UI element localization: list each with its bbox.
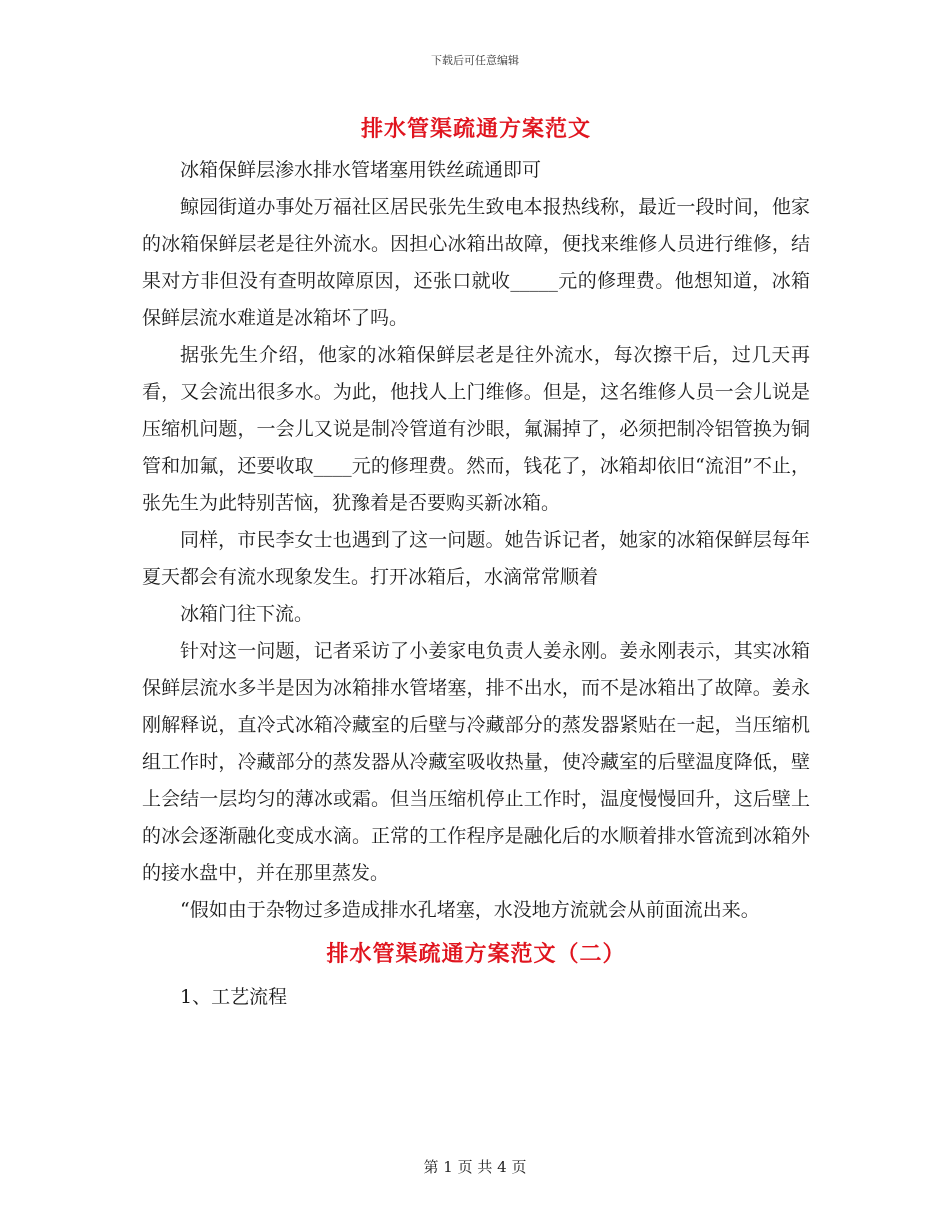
paragraph: 冰箱保鲜层渗水排水管堵塞用铁丝疏通即可 [180, 159, 542, 181]
document-body [142, 110, 810, 1016]
document-title: 排水管渠疏通方案范文 [360, 116, 591, 142]
paragraph: 鲸园街道办事处万福社区居民张先生致电本报热线称，最近一段时间，他家的冰箱保鲜层老是往外流水。因担心冰箱出故障，便找来维修人员进行维修，结果对方非但没有查明故障原因，还张口就收_____元的修理费。他想知道，冰箱保鲜层流水难道是冰箱坏了吗。 [142, 196, 810, 329]
page-number: 第 1 页 共 4 页 [423, 1158, 527, 1176]
paragraph: 据张先生介绍，他家的冰箱保鲜层老是往外流水，每次擦干后，过几天再看，又会流出很多水。为此，他找人上门维修。但是，这名维修人员一会儿说是压缩机问题，一会儿又说是制冷管道有沙眼，氟漏掉了，必须把制冷铝管换为铜管和加氟，还要收取____元的修理费。然而，钱花了，冰箱却依旧“流泪”不止，张先生为此特别苦恼，犹豫着是否要购买新冰箱。 [142, 344, 810, 514]
paragraph: 同样，市民李女士也遇到了这一问题。她告诉记者，她家的冰箱保鲜层每年夏天都会有流水现象发生。打开冰箱后，水滴常常顺着 [142, 529, 810, 588]
header-note: 下载后可任意编辑 [431, 54, 519, 67]
paragraph: “假如由于杂物过多造成排水孔堵塞，水没地方流就会从前面流出来。 [180, 899, 760, 921]
section-title: 排水管渠疏通方案范文（二） [326, 941, 626, 967]
section-item: 1、工艺流程 [180, 986, 288, 1008]
paragraph: 冰箱门往下流。 [180, 603, 314, 625]
paragraph: 针对这一问题，记者采访了小姜家电负责人姜永刚。姜永刚表示，其实冰箱保鲜层流水多半是因为冰箱排水管堵塞，排不出水，而不是冰箱出了故障。姜永刚解释说，直冷式冰箱冷藏室的后壁与冷藏部分的蒸发器紧贴在一起，当压缩机组工作时，冷藏部分的蒸发器从冷藏室吸收热量，使冷藏室的后壁温度降低，壁上会结一层均匀的薄冰或霜。但当压缩机停止工作时，温度慢慢回升，这后壁上的冰会逐渐融化变成水滴。正常的工作程序是融化后的水顺着排水管流到冰箱外的接水盘中，并在那里蒸发。 [142, 640, 810, 884]
